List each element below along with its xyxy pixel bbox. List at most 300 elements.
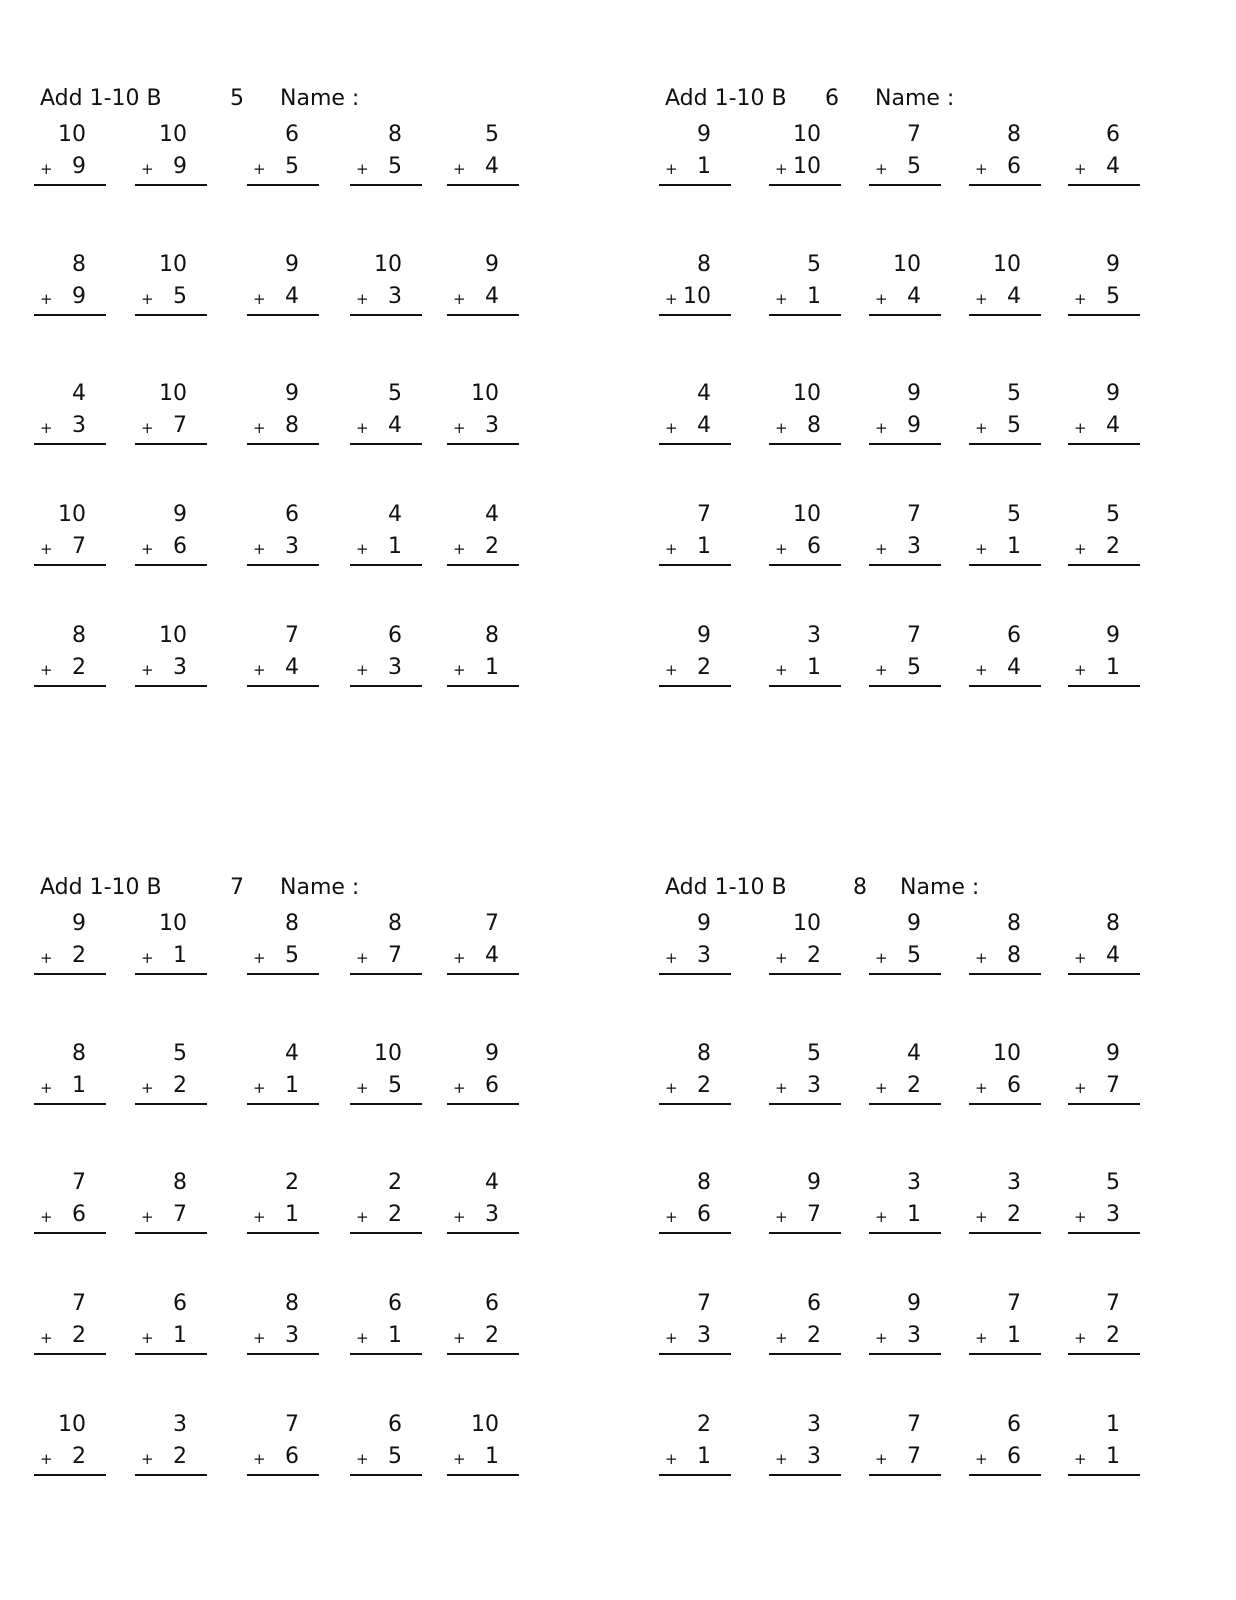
plus-sign: + [775, 1450, 788, 1468]
addend-top: 10 [58, 1412, 86, 1437]
addend-top: 3 [807, 623, 821, 648]
addend-bottom: 9 [173, 154, 187, 179]
addition-problem [350, 1039, 422, 1109]
addend-bottom: 6 [1007, 1073, 1021, 1098]
plus-sign: + [1074, 1079, 1087, 1097]
addend-bottom: 5 [1007, 413, 1021, 438]
answer-line [447, 1232, 519, 1234]
answer-line [769, 685, 841, 687]
addend-bottom: 6 [173, 534, 187, 559]
addition-problem [350, 379, 422, 449]
plus-sign: + [453, 160, 466, 178]
addend-top: 9 [907, 1291, 921, 1316]
addend-top: 8 [388, 122, 402, 147]
addition-problem [247, 379, 319, 449]
addend-top: 8 [1106, 911, 1120, 936]
answer-line [869, 443, 941, 445]
addend-top: 10 [159, 911, 187, 936]
addend-top: 1 [1106, 1412, 1120, 1437]
answer-line [34, 1474, 106, 1476]
plus-sign: + [141, 1450, 154, 1468]
addend-top: 7 [72, 1170, 86, 1195]
addition-problem [247, 120, 319, 190]
plus-sign: + [975, 419, 988, 437]
addend-top: 3 [173, 1412, 187, 1437]
addend-bottom: 3 [907, 534, 921, 559]
plus-sign: + [40, 661, 53, 679]
addend-top: 8 [697, 1041, 711, 1066]
addend-bottom: 4 [285, 284, 299, 309]
addend-top: 8 [1007, 911, 1021, 936]
plus-sign: + [1074, 1208, 1087, 1226]
plus-sign: + [40, 1208, 53, 1226]
addend-bottom: 3 [697, 943, 711, 968]
answer-line [34, 1232, 106, 1234]
addend-top: 8 [285, 1291, 299, 1316]
addend-top: 6 [173, 1291, 187, 1316]
plus-sign: + [141, 661, 154, 679]
addition-problem [1068, 1168, 1140, 1238]
addend-top: 7 [72, 1291, 86, 1316]
addition-problem [969, 1289, 1041, 1359]
answer-line [34, 184, 106, 186]
answer-line [659, 1103, 731, 1105]
addition-problem [447, 500, 519, 570]
addend-top: 4 [72, 381, 86, 406]
answer-line [350, 1353, 422, 1355]
addend-bottom: 4 [1007, 284, 1021, 309]
addend-bottom: 8 [285, 413, 299, 438]
addition-problem [350, 500, 422, 570]
plus-sign: + [453, 290, 466, 308]
worksheet-number: 8 [853, 875, 867, 900]
addend-bottom: 6 [1007, 154, 1021, 179]
addend-top: 10 [374, 252, 402, 277]
answer-line [659, 564, 731, 566]
plus-sign: + [141, 949, 154, 967]
addend-top: 9 [485, 1041, 499, 1066]
answer-line [659, 314, 731, 316]
addition-problem [447, 120, 519, 190]
addition-problem [447, 1289, 519, 1359]
addition-problem [247, 1039, 319, 1109]
addend-bottom: 2 [485, 534, 499, 559]
answer-line [247, 685, 319, 687]
addend-top: 8 [72, 1041, 86, 1066]
plus-sign: + [356, 661, 369, 679]
addend-top: 4 [285, 1041, 299, 1066]
plus-sign: + [975, 1079, 988, 1097]
plus-sign: + [875, 1329, 888, 1347]
addition-problem [247, 1410, 319, 1480]
addend-bottom: 3 [388, 655, 402, 680]
addend-bottom: 3 [907, 1323, 921, 1348]
addend-top: 10 [793, 911, 821, 936]
addend-bottom: 1 [485, 655, 499, 680]
answer-line [447, 1474, 519, 1476]
addend-bottom: 6 [485, 1073, 499, 1098]
answer-line [447, 1103, 519, 1105]
addition-problem [869, 1289, 941, 1359]
addition-problem [135, 909, 207, 979]
plus-sign: + [253, 160, 266, 178]
answer-line [769, 1232, 841, 1234]
addition-problem [869, 500, 941, 570]
answer-line [1068, 973, 1140, 975]
addend-bottom: 1 [807, 655, 821, 680]
addend-top: 5 [485, 122, 499, 147]
name-label: Name : [875, 86, 955, 111]
addend-bottom: 7 [388, 943, 402, 968]
addend-top: 7 [285, 623, 299, 648]
addition-problem [135, 379, 207, 449]
addend-bottom: 1 [907, 1202, 921, 1227]
plus-sign: + [875, 949, 888, 967]
addition-problem [34, 1039, 106, 1109]
plus-sign: + [40, 540, 53, 558]
name-label: Name : [900, 875, 980, 900]
plus-sign: + [453, 1450, 466, 1468]
addend-bottom: 2 [173, 1073, 187, 1098]
answer-line [869, 564, 941, 566]
addend-top: 9 [1106, 381, 1120, 406]
addend-bottom: 3 [697, 1323, 711, 1348]
answer-line [969, 1103, 1041, 1105]
addition-problem [869, 250, 941, 320]
addend-bottom: 1 [1106, 655, 1120, 680]
worksheet-6 [665, 82, 1165, 702]
addend-bottom: 1 [485, 1444, 499, 1469]
answer-line [1068, 564, 1140, 566]
addend-top: 5 [388, 381, 402, 406]
worksheet-title: Add 1-10 B [40, 875, 162, 900]
addend-bottom: 5 [1106, 284, 1120, 309]
addend-top: 5 [1106, 1170, 1120, 1195]
answer-line [135, 443, 207, 445]
plus-sign: + [141, 290, 154, 308]
addition-problem [34, 120, 106, 190]
addend-bottom: 9 [72, 284, 86, 309]
addition-problem [659, 379, 731, 449]
addend-bottom: 6 [807, 534, 821, 559]
addend-bottom: 5 [907, 943, 921, 968]
name-label: Name : [280, 875, 360, 900]
answer-line [769, 443, 841, 445]
addend-bottom: 2 [1106, 534, 1120, 559]
addend-bottom: 5 [388, 154, 402, 179]
plus-sign: + [875, 290, 888, 308]
addition-problem [135, 250, 207, 320]
plus-sign: + [253, 419, 266, 437]
plus-sign: + [1074, 1450, 1087, 1468]
answer-line [350, 314, 422, 316]
addend-bottom: 4 [1007, 655, 1021, 680]
addition-problem [447, 379, 519, 449]
plus-sign: + [453, 1079, 466, 1097]
answer-line [447, 973, 519, 975]
answer-line [34, 564, 106, 566]
answer-line [350, 973, 422, 975]
addend-bottom: 2 [697, 655, 711, 680]
plus-sign: + [253, 661, 266, 679]
answer-line [135, 1474, 207, 1476]
answer-line [447, 1353, 519, 1355]
addend-bottom: 2 [72, 1323, 86, 1348]
plus-sign: + [253, 949, 266, 967]
answer-line [1068, 314, 1140, 316]
answer-line [869, 685, 941, 687]
addition-problem [659, 1168, 731, 1238]
worksheet-8 [665, 871, 1165, 1491]
addend-bottom: 2 [1007, 1202, 1021, 1227]
addition-problem [1068, 1039, 1140, 1109]
addend-bottom: 2 [907, 1073, 921, 1098]
addition-problem [769, 621, 841, 691]
addition-problem [350, 1289, 422, 1359]
addend-top: 9 [285, 381, 299, 406]
answer-line [350, 443, 422, 445]
answer-line [135, 564, 207, 566]
addition-problem [659, 500, 731, 570]
addend-bottom: 7 [72, 534, 86, 559]
addend-top: 6 [1007, 623, 1021, 648]
addend-top: 6 [388, 1291, 402, 1316]
answer-line [447, 443, 519, 445]
addend-top: 4 [485, 1170, 499, 1195]
addend-top: 7 [485, 911, 499, 936]
addend-top: 10 [159, 623, 187, 648]
plus-sign: + [975, 661, 988, 679]
addend-bottom: 2 [173, 1444, 187, 1469]
worksheet-number: 6 [825, 86, 839, 111]
addition-problem [350, 250, 422, 320]
plus-sign: + [356, 1450, 369, 1468]
addend-bottom: 1 [173, 1323, 187, 1348]
addend-bottom: 7 [807, 1202, 821, 1227]
plus-sign: + [775, 160, 788, 178]
addition-problem [659, 1289, 731, 1359]
answer-line [350, 1103, 422, 1105]
addend-top: 7 [907, 1412, 921, 1437]
answer-line [247, 1103, 319, 1105]
addition-problem [34, 250, 106, 320]
addition-problem [969, 120, 1041, 190]
addend-top: 9 [697, 122, 711, 147]
addend-top: 9 [173, 502, 187, 527]
addition-problem [350, 1410, 422, 1480]
addition-problem [869, 1039, 941, 1109]
addition-problem [1068, 379, 1140, 449]
addend-top: 9 [1106, 252, 1120, 277]
worksheet-number: 7 [230, 875, 244, 900]
addition-problem [769, 120, 841, 190]
addend-bottom: 7 [173, 413, 187, 438]
answer-line [135, 1232, 207, 1234]
answer-line [447, 184, 519, 186]
addition-problem [447, 909, 519, 979]
plus-sign: + [356, 1208, 369, 1226]
addition-problem [869, 120, 941, 190]
addition-problem [447, 1039, 519, 1109]
addend-top: 5 [173, 1041, 187, 1066]
addend-bottom: 2 [485, 1323, 499, 1348]
plus-sign: + [141, 1208, 154, 1226]
addition-problem [135, 1410, 207, 1480]
addend-bottom: 1 [173, 943, 187, 968]
addend-bottom: 9 [72, 154, 86, 179]
plus-sign: + [141, 1079, 154, 1097]
plus-sign: + [875, 1450, 888, 1468]
plus-sign: + [775, 661, 788, 679]
addend-bottom: 3 [1106, 1202, 1120, 1227]
plus-sign: + [975, 1208, 988, 1226]
plus-sign: + [453, 661, 466, 679]
plus-sign: + [141, 540, 154, 558]
plus-sign: + [665, 1208, 678, 1226]
plus-sign: + [253, 540, 266, 558]
addition-problem [769, 1289, 841, 1359]
plus-sign: + [253, 290, 266, 308]
answer-line [869, 1103, 941, 1105]
addend-top: 6 [388, 623, 402, 648]
answer-line [1068, 1232, 1140, 1234]
answer-line [350, 685, 422, 687]
plus-sign: + [665, 290, 678, 308]
plus-sign: + [665, 540, 678, 558]
addend-bottom: 4 [1106, 943, 1120, 968]
addend-bottom: 8 [807, 413, 821, 438]
plus-sign: + [356, 949, 369, 967]
addend-bottom: 10 [793, 154, 821, 179]
addition-problem [869, 1168, 941, 1238]
addend-bottom: 2 [72, 1444, 86, 1469]
plus-sign: + [875, 1079, 888, 1097]
addend-bottom: 1 [285, 1202, 299, 1227]
answer-line [247, 443, 319, 445]
name-label: Name : [280, 86, 360, 111]
plus-sign: + [141, 160, 154, 178]
answer-line [1068, 1103, 1140, 1105]
plus-sign: + [975, 1329, 988, 1347]
addend-bottom: 3 [285, 534, 299, 559]
addend-bottom: 3 [72, 413, 86, 438]
addend-bottom: 6 [285, 1444, 299, 1469]
addition-problem [1068, 909, 1140, 979]
answer-line [969, 564, 1041, 566]
addend-top: 10 [993, 252, 1021, 277]
addition-problem [247, 1168, 319, 1238]
addition-problem [659, 909, 731, 979]
addition-problem [247, 909, 319, 979]
answer-line [34, 314, 106, 316]
answer-line [659, 184, 731, 186]
plus-sign: + [975, 160, 988, 178]
addend-bottom: 3 [173, 655, 187, 680]
addend-top: 7 [285, 1412, 299, 1437]
plus-sign: + [775, 949, 788, 967]
addend-top: 9 [1106, 623, 1120, 648]
addend-top: 8 [72, 623, 86, 648]
addition-problem [34, 1168, 106, 1238]
addend-bottom: 4 [285, 655, 299, 680]
addend-bottom: 5 [907, 655, 921, 680]
addition-problem [350, 120, 422, 190]
addition-problem [969, 621, 1041, 691]
plus-sign: + [1074, 661, 1087, 679]
plus-sign: + [356, 540, 369, 558]
addition-problem [1068, 120, 1140, 190]
addition-problem [34, 1410, 106, 1480]
plus-sign: + [40, 419, 53, 437]
addend-bottom: 3 [388, 284, 402, 309]
addend-bottom: 2 [72, 943, 86, 968]
plus-sign: + [356, 1329, 369, 1347]
addend-top: 7 [1106, 1291, 1120, 1316]
addend-bottom: 3 [485, 413, 499, 438]
addend-bottom: 9 [907, 413, 921, 438]
worksheet-7 [40, 871, 540, 1491]
addition-problem [769, 1410, 841, 1480]
addend-top: 4 [697, 381, 711, 406]
answer-line [769, 1474, 841, 1476]
addition-problem [969, 379, 1041, 449]
addend-top: 9 [807, 1170, 821, 1195]
addend-bottom: 1 [697, 534, 711, 559]
answer-line [659, 1474, 731, 1476]
addend-top: 10 [893, 252, 921, 277]
plus-sign: + [453, 419, 466, 437]
answer-line [135, 973, 207, 975]
answer-line [350, 564, 422, 566]
answer-line [869, 1353, 941, 1355]
addition-problem [769, 500, 841, 570]
answer-line [447, 685, 519, 687]
answer-line [1068, 1353, 1140, 1355]
addend-top: 8 [1007, 122, 1021, 147]
answer-line [135, 314, 207, 316]
plus-sign: + [665, 160, 678, 178]
addend-top: 5 [807, 1041, 821, 1066]
addend-top: 10 [58, 122, 86, 147]
addition-problem [869, 621, 941, 691]
addition-problem [969, 1410, 1041, 1480]
addend-top: 3 [807, 1412, 821, 1437]
addend-bottom: 3 [485, 1202, 499, 1227]
addend-top: 9 [907, 381, 921, 406]
addition-problem [135, 1039, 207, 1109]
addition-problem [247, 1289, 319, 1359]
addition-problem [247, 621, 319, 691]
plus-sign: + [665, 1079, 678, 1097]
addition-problem [350, 909, 422, 979]
addend-top: 10 [159, 122, 187, 147]
plus-sign: + [453, 949, 466, 967]
worksheet-title: Add 1-10 B [40, 86, 162, 111]
addend-top: 3 [907, 1170, 921, 1195]
addition-problem [1068, 250, 1140, 320]
addend-bottom: 7 [907, 1444, 921, 1469]
addend-bottom: 1 [285, 1073, 299, 1098]
addend-top: 4 [485, 502, 499, 527]
addend-top: 5 [807, 252, 821, 277]
plus-sign: + [40, 160, 53, 178]
answer-line [969, 1474, 1041, 1476]
addend-bottom: 5 [907, 154, 921, 179]
addend-bottom: 10 [683, 284, 711, 309]
answer-line [350, 1232, 422, 1234]
answer-line [659, 1353, 731, 1355]
addend-bottom: 6 [1007, 1444, 1021, 1469]
